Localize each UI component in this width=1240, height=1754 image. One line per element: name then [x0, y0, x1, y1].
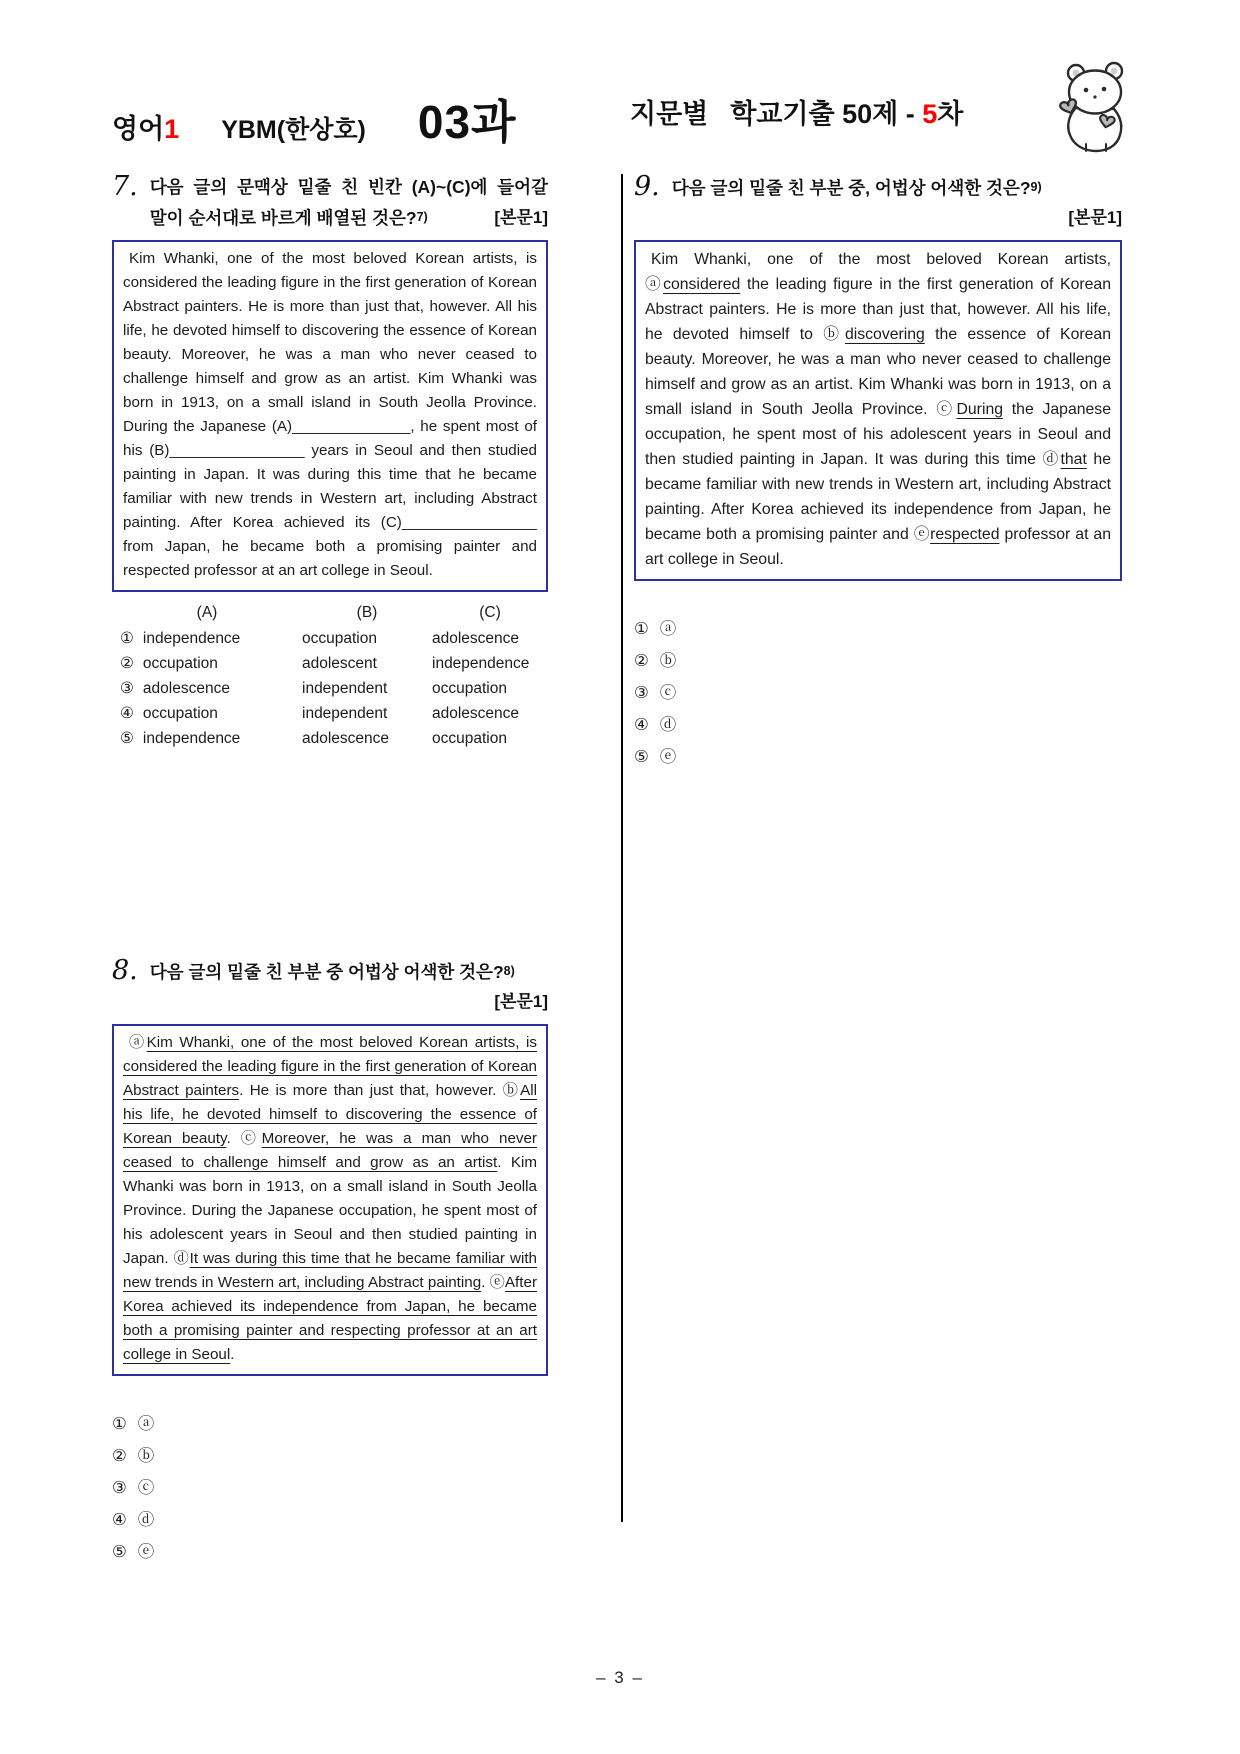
- underlined-segment: that: [1060, 451, 1087, 468]
- option-row-3[interactable]: [112, 676, 548, 701]
- question-number: 8.: [112, 955, 138, 986]
- text-segment: the essence of Korean beauty. Moreover, he was a man who never ceased to challenge himself and grow as an artist. Kim Whanki was born in 1913, on a small island in South Jeolla Province.: [645, 326, 1111, 418]
- option-cell-a: adolescence: [142, 680, 230, 697]
- series-part2: 학교기출 50제: [730, 99, 899, 129]
- source-tag: [본문1]: [494, 992, 548, 1011]
- option-cell-b: occupation: [302, 630, 377, 647]
- text-segment: .: [230, 1346, 235, 1363]
- circled-marker: ⓓ: [1042, 451, 1061, 468]
- option-cell-c: independence: [432, 655, 530, 672]
- option-cell-b: adolescence: [302, 730, 390, 747]
- option-item-2[interactable]: [112, 1446, 548, 1467]
- page-footer: [0, 1668, 1240, 1688]
- left-column: [112, 172, 548, 1563]
- option-value: ⓔ: [137, 1543, 155, 1561]
- option-cell-c: adolescence: [432, 630, 520, 647]
- option-marker: ②: [120, 655, 134, 672]
- option-number: ⑤: [112, 1543, 127, 1561]
- option-number: ③: [634, 684, 649, 702]
- subject-text: 영어: [112, 114, 165, 144]
- passage-box-q7: Kim Whanki, one of the most beloved Korean artists, is considered the leading figure in the first generation of Korean Abstract painters. He is more than just that, however. All his life, he devoted himself to discovering the essence of Korean beauty. Moreover, he was a man who never ceased to challenge himself and grow as an artist. Kim Whanki was born in 1913, on a small island in South Jeolla Province. During the Japanese (A)______________, he spent most of his (B)________________ years in Seoul and then studied painting in Japan. It was during this time that he became familiar with new trends in Western art, including Abstract painting. After Korea achieved its (C)________________ from Japan, he became both a promising painter and respected professor at an art college in Seoul.: [112, 240, 548, 592]
- question-8-block: [112, 956, 548, 1563]
- underlined-segment: respected: [930, 526, 1000, 543]
- option-cell-a: independence: [142, 630, 241, 647]
- publisher-label: YBM(한상호): [221, 116, 366, 144]
- text-segment: professor at an art college in Seoul.: [645, 526, 1111, 568]
- option-value: ⓓ: [137, 1511, 155, 1529]
- series-part1: 지문별: [630, 99, 709, 129]
- circled-marker: ⓑ: [823, 326, 845, 343]
- circled-marker: ⓐ: [645, 276, 664, 293]
- underlined-segment: considered: [663, 276, 741, 293]
- option-number: ①: [112, 1415, 127, 1433]
- option-row-5[interactable]: [112, 726, 548, 751]
- option-cell-b: independent: [302, 680, 388, 697]
- option-item-1[interactable]: [634, 619, 1122, 640]
- circled-marker: ⓒ: [936, 401, 957, 418]
- option-value: ⓒ: [137, 1479, 155, 1497]
- option-value: ⓑ: [659, 652, 677, 670]
- option-marker: ③: [120, 680, 134, 697]
- option-cell-a: occupation: [142, 655, 218, 672]
- option-item-4[interactable]: [634, 715, 1122, 736]
- option-value: ⓒ: [659, 684, 677, 702]
- source-tag: [본문1]: [494, 208, 548, 227]
- source-tag: [본문1]: [1068, 208, 1122, 227]
- underlined-segment: It was during this time that he became familiar with new trends in Western art, including Abstract painting: [123, 1250, 537, 1291]
- option-cell-c: occupation: [432, 730, 507, 747]
- option-value: ⓐ: [659, 620, 677, 638]
- option-item-5[interactable]: [634, 747, 1122, 768]
- option-number: ③: [112, 1479, 127, 1497]
- text-segment: he became familiar with new trends in Western art, including Abstract painting. After Korea achieved its independence from Japan, he became both a promising painter and: [645, 451, 1111, 543]
- subject-label: [112, 107, 179, 146]
- option-value: ⓐ: [137, 1415, 155, 1433]
- underlined-segment: Moreover, he was a man who never ceased to challenge himself and grow as an artist: [123, 1130, 537, 1171]
- option-number: ④: [112, 1511, 127, 1529]
- circled-marker: ⓔ: [489, 1274, 505, 1291]
- question-text: [150, 956, 515, 987]
- text-segment: .: [226, 1130, 241, 1147]
- option-list-q8: [112, 1414, 548, 1563]
- option-marker: ⑤: [120, 730, 134, 747]
- option-number: ④: [634, 716, 649, 734]
- option-cell-a: independence: [142, 730, 241, 747]
- circled-marker: ⓐ: [129, 1034, 147, 1051]
- option-item-4[interactable]: [112, 1510, 548, 1531]
- circled-marker: ⓓ: [173, 1250, 190, 1267]
- round-number: 5: [922, 99, 938, 129]
- circled-marker: ⓔ: [913, 526, 931, 543]
- bear-mascot-icon: [1040, 56, 1152, 156]
- underlined-segment: After Korea achieved its independence from Japan, he became both a promising painter and respecting professor at an art college in Seoul: [123, 1274, 537, 1363]
- question-text: [672, 172, 1042, 203]
- option-row-1[interactable]: [112, 626, 548, 651]
- header-left: [112, 86, 516, 152]
- column-divider: [621, 174, 623, 1522]
- question-text-body: 다음 글의 밑줄 친 부분 중 어법상 어색한 것은?: [149, 962, 504, 982]
- option-row-4[interactable]: [112, 701, 548, 726]
- option-marker: ④: [120, 705, 134, 722]
- option-marker: ①: [120, 630, 134, 647]
- option-cell-b: independent: [302, 705, 388, 722]
- option-cell-c: adolescence: [432, 705, 520, 722]
- header-cell-a: (A): [196, 604, 218, 621]
- question-footnote: 7): [416, 210, 428, 224]
- text-segment: Kim Whanki, one of the most beloved Korean artists,: [651, 251, 1111, 268]
- option-list-q9: [634, 619, 1122, 768]
- question-9-head: [634, 172, 1122, 203]
- option-item-2[interactable]: [634, 651, 1122, 672]
- right-column: [634, 172, 1122, 768]
- underlined-segment: During: [956, 401, 1004, 418]
- text-segment: .: [481, 1274, 490, 1291]
- text-segment: . Kim Whanki was born in 1913, on a small island in South Jeolla Province. During the Japanese occupation, he spent most of his adolescent years in Seoul and then studied painting in Japan.: [123, 1154, 537, 1267]
- question-9-block: [634, 172, 1122, 768]
- passage-box-q8: [112, 1024, 548, 1376]
- question-footnote: 9): [1030, 180, 1042, 194]
- answer-table-header: [112, 600, 548, 625]
- option-value: ⓔ: [659, 748, 677, 766]
- round-suffix: 차: [937, 99, 964, 129]
- option-number: ②: [634, 652, 649, 670]
- option-number: ①: [634, 620, 649, 638]
- passage-box-q9: [634, 240, 1122, 581]
- question-text: [150, 172, 548, 233]
- option-item-3[interactable]: [112, 1478, 548, 1499]
- series-dash: -: [905, 99, 915, 129]
- circled-marker: ⓒ: [240, 1130, 262, 1147]
- option-cell-c: occupation: [432, 680, 507, 697]
- option-row-2[interactable]: [112, 651, 548, 676]
- header-cell-c: (C): [479, 604, 501, 621]
- option-item-3[interactable]: [634, 683, 1122, 704]
- option-value: ⓑ: [137, 1447, 155, 1465]
- underlined-segment: Kim Whanki, one of the most beloved Korean artists, is considered the leading figure in the first generation of Korean Abstract painters: [123, 1034, 538, 1099]
- question-text-body: 다음 글의 밑줄 친 부분 중, 어법상 어색한 것은?: [671, 178, 1031, 198]
- underlined-segment: All his life, he devoted himself to discovering the essence of Korean beauty: [123, 1082, 537, 1147]
- series-title: [630, 92, 963, 131]
- text-segment: the leading figure in the first generation of Korean Abstract painters. He is more than just that, however. All his life, he devoted himself to: [645, 276, 1111, 343]
- question-7-block: [112, 172, 548, 751]
- question-text-body: 다음 글의 문맥상 밑줄 친 빈칸 (A)~(C)에 들어갈 말이 순서대로 바르게 배열된 것은?: [149, 177, 548, 228]
- option-number: ②: [112, 1447, 127, 1465]
- question-number: 7.: [112, 171, 138, 202]
- header-cell-b: (B): [356, 604, 378, 621]
- text-segment: the Japanese occupation, he spent most of his adolescent years in Seoul and then studied painting in Japan. It was during this time: [645, 401, 1111, 468]
- option-item-5[interactable]: [112, 1542, 548, 1563]
- question-footnote: 8): [503, 964, 515, 978]
- question-7-head: [112, 172, 548, 233]
- circled-marker: ⓑ: [502, 1082, 521, 1099]
- option-value: ⓓ: [659, 716, 677, 734]
- option-number: ⑤: [634, 748, 649, 766]
- question-number: 9.: [634, 171, 660, 202]
- text-segment: . He is more than just that, however.: [239, 1082, 503, 1099]
- subject-number: 1: [164, 114, 180, 144]
- option-cell-a: occupation: [142, 705, 218, 722]
- option-cell-b: adolescent: [302, 655, 377, 672]
- answer-table-q7: [112, 600, 548, 751]
- question-8-head: [112, 956, 548, 987]
- underlined-segment: discovering: [844, 326, 925, 343]
- page-number: – 3 –: [596, 1668, 644, 1687]
- lesson-title: 03과: [417, 96, 517, 148]
- option-item-1[interactable]: [112, 1414, 548, 1435]
